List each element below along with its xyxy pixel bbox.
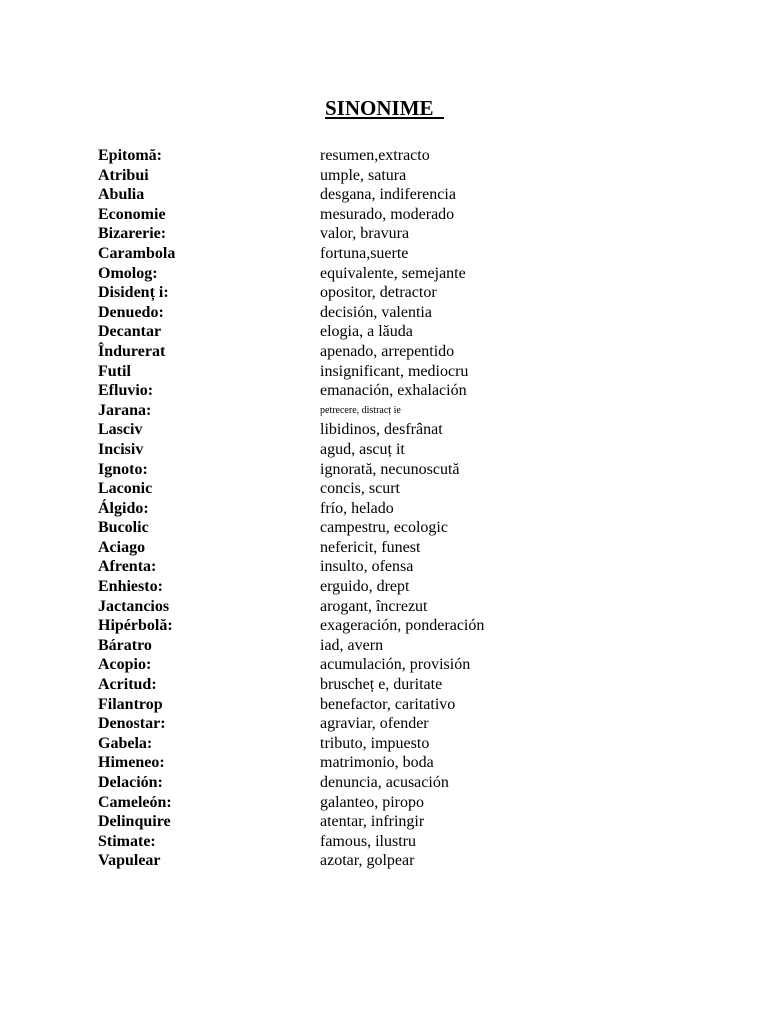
entry-definition: erguido, drept (320, 578, 410, 596)
entry-term: Abulia (98, 186, 145, 204)
entry-term: Álgido: (98, 499, 149, 517)
list-item (98, 499, 538, 519)
entry-definition: matrimonio, boda (320, 754, 434, 772)
entry-term: Vapulear (98, 852, 161, 870)
list-item (98, 518, 538, 538)
entry-term: Epitomă: (98, 147, 162, 164)
entry-term: Delación: (98, 774, 163, 791)
list-item (98, 420, 538, 440)
entry-term: Afrenta: (98, 558, 157, 576)
list-item (98, 440, 538, 460)
list-item (98, 812, 538, 832)
list-item (98, 695, 538, 715)
entry-definition: opositor, detractor (320, 284, 437, 302)
entry-term: Gabela: (98, 734, 153, 752)
entry-definition: umple, satura (320, 166, 407, 184)
list-item (98, 557, 538, 577)
entry-term: Laconic (98, 480, 153, 498)
entry-definition: frío, helado (320, 499, 394, 517)
list-item (98, 734, 538, 754)
list-item (98, 166, 538, 186)
entry-term: Denuedo: (98, 303, 164, 321)
list-item (98, 753, 538, 773)
entry-term: Cameleón: (98, 793, 172, 811)
entry-term: Atribui (98, 166, 149, 184)
entry-definition: bruscheț e, duritate (320, 676, 443, 694)
entry-term: Báratro (98, 636, 152, 654)
entry-definition: emanación, exhalación (320, 382, 467, 400)
entry-term: Bucolic (98, 519, 149, 537)
entry-term: Acopio: (98, 656, 152, 674)
entry-definition: elogia, a lăuda (320, 323, 413, 341)
entry-definition: valor, bravura (320, 225, 410, 243)
entry-definition: equivalente, semejante (320, 264, 466, 282)
entry-definition: atentar, infringir (320, 813, 425, 831)
list-item (98, 224, 538, 244)
entry-definition: mesurado, moderado (320, 205, 455, 223)
entry-definition: acumulación, provisión (320, 656, 471, 674)
entry-term: Economie (98, 205, 166, 223)
list-item (98, 773, 538, 793)
entry-definition: azotar, golpear (320, 852, 415, 870)
list-item (98, 793, 538, 813)
list-item (98, 597, 538, 617)
entry-definition: insignificant, mediocru (320, 362, 469, 380)
entry-definition: desgana, indiferencia (320, 186, 456, 204)
list-item (98, 322, 538, 342)
entry-term: Incisiv (98, 440, 144, 458)
entry-term: Jactancios (98, 597, 170, 615)
list-item (98, 577, 538, 597)
entry-term: Delinquire (98, 813, 171, 831)
entry-term: Enhiesto: (98, 578, 163, 596)
list-item (98, 283, 538, 303)
entry-definition: denuncia, acusación (320, 774, 449, 791)
entry-term: Îndurerat (98, 342, 166, 360)
entry-term: Acritud: (98, 676, 157, 694)
list-item (98, 675, 538, 695)
entry-term: Stimate: (98, 832, 156, 850)
list-item (98, 538, 538, 558)
entry-definition: apenado, arrepentido (320, 342, 455, 360)
list-item (98, 264, 538, 284)
entry-definition: arogant, încrezut (320, 597, 428, 615)
entry-term: Carambola (98, 244, 176, 262)
list-item (98, 714, 538, 734)
entry-definition: concis, scurt (320, 480, 400, 498)
page-title: SINONIME (325, 96, 445, 120)
entry-definition: fortuna,suerte (320, 244, 409, 262)
synonym-list (98, 146, 538, 871)
entry-definition: exageración, ponderación (320, 617, 485, 635)
list-item (98, 832, 538, 852)
entry-definition: iad, avern (320, 636, 384, 654)
entry-definition: galanteo, piropo (320, 793, 424, 811)
entry-term: Lasciv (98, 421, 143, 439)
entry-term: Hipérbolă: (98, 617, 173, 635)
entry-term: Ignoto: (98, 460, 148, 478)
list-item (98, 146, 538, 166)
list-item (98, 244, 538, 264)
list-item (98, 342, 538, 362)
entry-definition: benefactor, caritativo (320, 695, 456, 713)
entry-term: Denostar: (98, 715, 166, 733)
list-item (98, 185, 538, 205)
list-item (98, 460, 538, 480)
list-item (98, 851, 538, 871)
entry-term: Efluvio: (98, 382, 154, 400)
entry-term: Futil (98, 362, 131, 380)
entry-definition: famous, ilustru (320, 832, 416, 850)
entry-term: Himeneo: (98, 754, 165, 772)
entry-definition: campestru, ecologic (320, 519, 448, 537)
entry-definition: petrecere, distracț ie (320, 404, 401, 416)
list-item (98, 303, 538, 323)
entry-definition: agud, ascuț it (320, 440, 405, 458)
entry-term: Jarana: (98, 401, 152, 419)
entry-term: Aciago (98, 538, 146, 556)
entry-definition: nefericit, funest (320, 538, 421, 556)
list-item (98, 636, 538, 656)
entry-definition: tributo, impuesto (320, 734, 430, 752)
entry-definition: ignorată, necunoscută (320, 460, 460, 478)
list-item (98, 401, 538, 421)
list-item (98, 616, 538, 636)
entry-definition: insulto, ofensa (320, 558, 414, 576)
list-item (98, 479, 538, 499)
entry-term: Bizarerie: (98, 225, 167, 243)
list-item (98, 381, 538, 401)
entry-term: Filantrop (98, 695, 163, 713)
entry-definition: resumen,extracto (320, 147, 430, 164)
entry-term: Decantar (98, 323, 162, 341)
entry-term: Omolog: (98, 264, 158, 282)
list-item (98, 205, 538, 225)
entry-definition: libidinos, desfrânat (320, 421, 443, 439)
entry-definition: agraviar, ofender (320, 715, 429, 733)
list-item (98, 655, 538, 675)
entry-definition: decisión, valentia (320, 303, 432, 321)
list-item (98, 362, 538, 382)
entry-term: Disidenț i: (98, 284, 169, 302)
